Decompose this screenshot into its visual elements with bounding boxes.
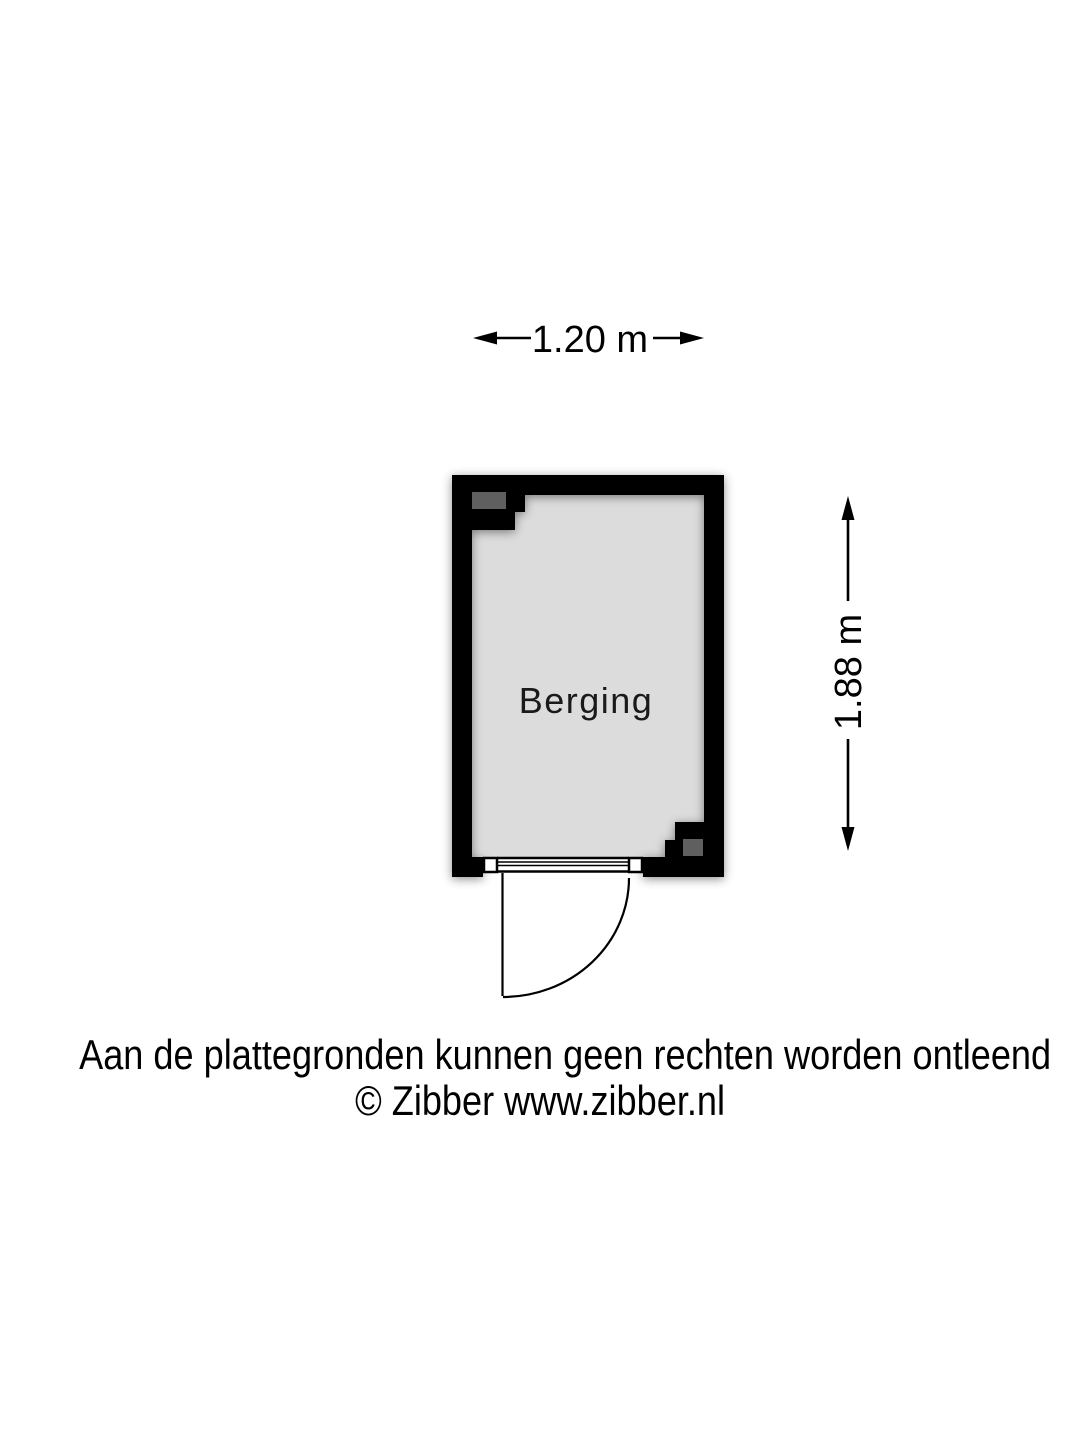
door-group bbox=[484, 858, 642, 997]
door-jamb-left bbox=[484, 858, 497, 872]
room-floor bbox=[472, 495, 704, 857]
height-dimension bbox=[828, 496, 870, 851]
disclaimer-line-2 bbox=[0, 1078, 1080, 1124]
height-dimension-label: 1.88 m bbox=[828, 613, 870, 731]
disclaimer-line-1-text: Aan de plattegronden kunnen geen rechten worden ontleend bbox=[79, 1031, 1052, 1078]
door-jamb-right bbox=[629, 858, 642, 872]
width-dimension-label: 1.20 m bbox=[531, 319, 649, 361]
room-label: Berging bbox=[518, 680, 654, 721]
width-dimension-arrow-right bbox=[680, 332, 704, 345]
disclaimer bbox=[0, 1032, 1080, 1124]
niche-top-left bbox=[472, 492, 506, 509]
width-dimension bbox=[473, 319, 704, 361]
niche-bottom-right bbox=[683, 839, 703, 856]
width-dimension-arrow-left bbox=[473, 332, 497, 345]
door-threshold bbox=[497, 858, 629, 872]
door-swing-arc bbox=[503, 878, 629, 997]
height-dimension-arrow-up bbox=[842, 496, 855, 520]
disclaimer-line-2-text: © Zibber www.zibber.nl bbox=[355, 1077, 725, 1124]
disclaimer-line-1 bbox=[0, 1032, 1080, 1078]
height-dimension-arrow-down bbox=[842, 827, 855, 851]
